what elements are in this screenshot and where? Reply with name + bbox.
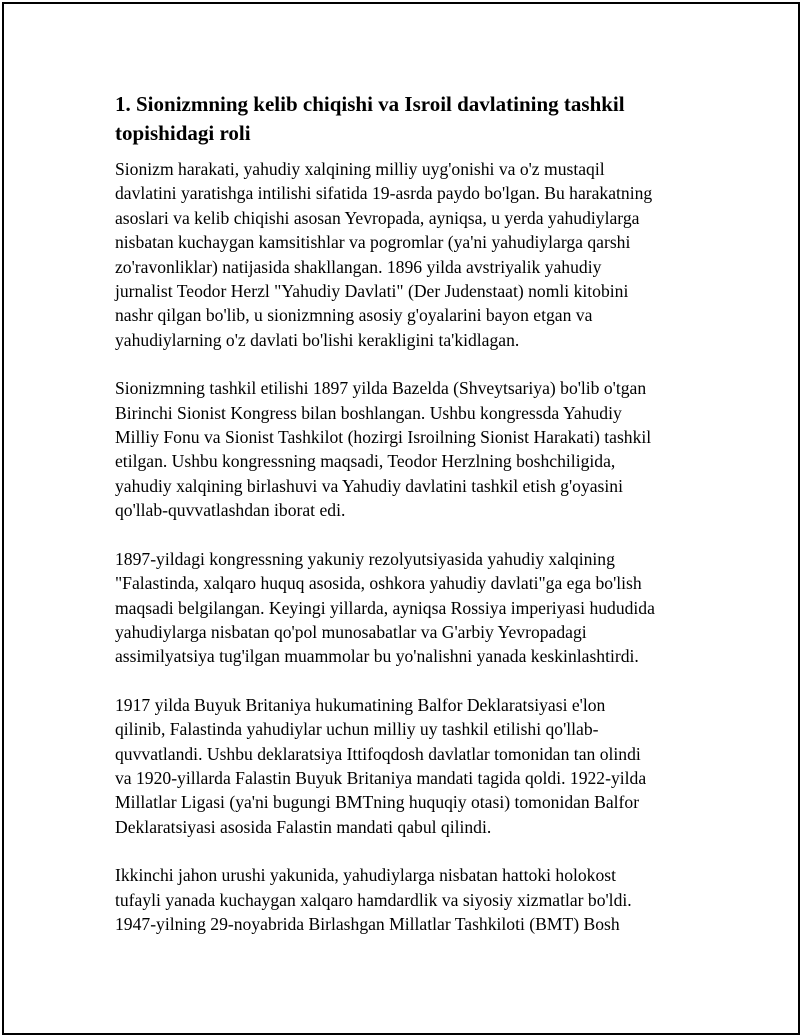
paragraph-1: Sionizm harakati, yahudiy xalqining milliy uyg'onishi va o'z mustaqil davlatini yaratishga intilishi sifatida 19-asrda paydo bo'lgan. Bu harakatning asoslari va kelib chiqishi asosan Yevropada, ayniqsa, u yerda yahudiylarga nisbatan kuchaygan kamsitishlar va pogromlar (ya'ni yahudiylarga qarshi zo'ravonliklar) natijasida shakllangan. 1896 yilda avstriyalik yahudiy jurnalist Teodor Herzl "Yahudiy Davlati" (Der Judenstaat) nomli kitobini nashr qilgan bo'lib, u sionizmning asosiy g'oyalarini bayon etgan va yahudiylarning o'z davlati bo'lishi kerakligini ta'kidlagan.: [115, 159, 653, 350]
paragraph-2: Sionizmning tashkil etilishi 1897 yilda Bazelda (Shveytsariya) bo'lib o'tgan Birinchi Sionist Kongress bilan boshlangan. Ushbu kongressda Yahudiy Milliy Fonu va Sionist Tashkilot (hozirgi Isroilning Sionist Harakati) tashkil etilgan. Ushbu kongressning maqsadi, Teodor Herzlning boshchiligida, yahudiy xalqining birlashuvi va Yahudiy davlatini tashkil etish g'oyasini qo'llab-quvvatlashdan iborat edi.: [115, 378, 652, 521]
paragraph-3: 1897-yildagi kongressning yakuniy rezolyutsiyasida yahudiy xalqining "Falastinda, xalqaro huquq asosida, oshkora yahudiy davlati"ga ega bo'lish maqsadi belgilangan. Keyingi yillarda, ayniqsa Rossiya imperiyasi hududida yahudiylarga nisbatan qo'pol munosabatlar va G'arbiy Yevropadagi assimilyatsiya tug'ilgan muammolar bu yo'nalishni yanada keskinlashtirdi.: [115, 548, 655, 667]
section-heading: 1. Sionizmning kelib chiqishi va Isroil davlatining tashkil topishidagi roli: [115, 92, 625, 145]
document-body: [115, 90, 660, 960]
paragraph-5: Ikkinchi jahon urushi yakunida, yahudiylarga nisbatan hattoki holokost tufayli yanada kuchaygan xalqaro hamdardlik va siyosiy xizmatlar bo'ldi. 1947-yilning 29-noyabrida Birlashgan Millatlar Tashkiloti (BMT) Bosh: [115, 865, 632, 934]
paragraph-4: 1917 yilda Buyuk Britaniya hukumatining Balfor Deklaratsiyasi e'lon qilinib, Falastinda yahudiylar uchun milliy uy tashkil etilishi qo'llab-quvvatlandi. Ushbu deklaratsiya Ittifoqdosh davlatlar tomonidan tan olindi va 1920-yillarda Falastin Buyuk Britaniya mandati tagida qoldi. 1922-yilda Millatlar Ligasi (ya'ni bugungi BMTning huquqiy otasi) tomonidan Balfor Deklaratsiyasi asosida Falastin mandati qabul qilindi.: [115, 694, 647, 837]
